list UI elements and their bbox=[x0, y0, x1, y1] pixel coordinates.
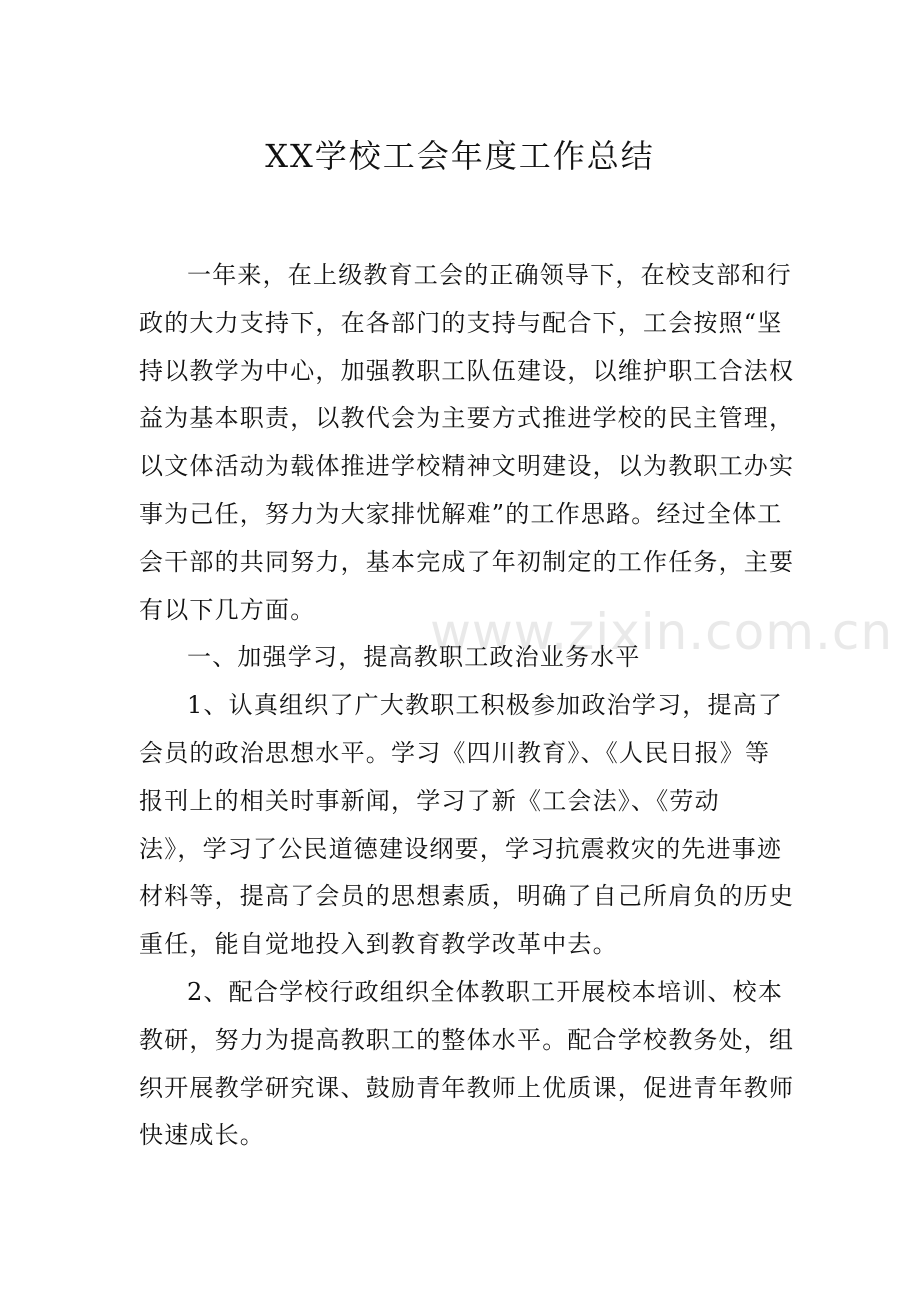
text-line: 益为基本职责，以教代会为主要方式推进学校的民主管理， bbox=[139, 404, 795, 433]
text-line: 2、配合学校行政组织全体教职工开展校本培训、校本 bbox=[187, 977, 784, 1006]
text-line: 1、认真组织了广大教职工积极参加政治学习，提高了 bbox=[187, 691, 784, 720]
text-line: 材料等，提高了会员的思想素质，明确了自己所肩负的历史 bbox=[139, 882, 795, 911]
text-line: 一年来，在上级教育工会的正确领导下，在校支部和行 bbox=[187, 261, 792, 289]
text-line: 持以教学为中心，加强教职工队伍建设，以维护职工合法权 bbox=[139, 356, 795, 385]
text-line: 报刊上的相关时事新闻，学习了新《工会法》、《劳动 bbox=[139, 786, 720, 815]
text-line: 会干部的共同努力，基本完成了年初制定的工作任务，主要 bbox=[139, 547, 795, 576]
text-line: 事为己任，努力为大家排忧解难”的工作思路。经过全体工 bbox=[139, 499, 783, 528]
text-line: 政的大力支持下，在各部门的支持与配合下，工会按照“坚 bbox=[139, 308, 783, 337]
text-line: 会员的政治思想水平。学习《四川教育》、《人民日报》等 bbox=[139, 738, 771, 767]
text-line: 快速成长。 bbox=[139, 1121, 265, 1150]
page-title: XX学校工会年度工作总结 bbox=[265, 137, 655, 175]
watermark: www.zixin.com.cn bbox=[430, 603, 894, 661]
text-line: 一、加强学习，提高教职工政治业务水平 bbox=[187, 643, 641, 672]
text-line: 法》，学习了公民道德建设纲要，学习抗震救灾的先进事迹 bbox=[139, 834, 783, 863]
text-line: 重任，能自觉地投入到教育教学改革中去。 bbox=[139, 930, 618, 959]
text-line: 以文体活动为载体推进学校精神文明建设，以为教职工办实 bbox=[139, 452, 795, 481]
text-line: 有以下几方面。 bbox=[139, 595, 316, 624]
document-body bbox=[139, 252, 795, 1160]
text-line: 教研，努力为提高教职工的整体水平。配合学校教务处，组 bbox=[139, 1025, 795, 1054]
text-line: 织开展教学研究课、鼓励青年教师上优质课，促进青年教师 bbox=[139, 1073, 795, 1102]
